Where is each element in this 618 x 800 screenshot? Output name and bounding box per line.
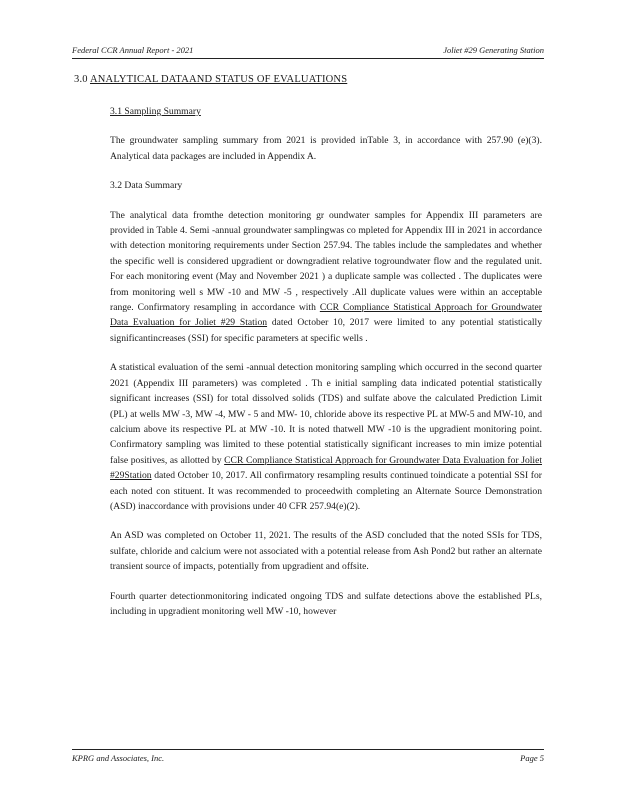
section-title: ANALYTICAL DATAAND STATUS OF EVALUATIONS — [89, 74, 348, 85]
paragraph-data-summary: The analytical data fromthe detection monitoring gr oundwater samples for Appendix III parameters are provided in Table 4. Semi -annual groundwater samplingwas co mpleted for Appendix III in 2021 in accordance with detection monitoring requirements under Section 257.94. The tables include the sampledates and whether the specific well is considered upgradient or downgradient relative togroundwater flow and the regulated unit. For each monitoring event (May and November 2021 ) a duplicate sample was collected . The duplicates were from monitoring well s MW -10 and MW -5 , respectively .All duplicate values were within an acceptable range. Confirmatory resampling in accordance with CCR Compliance Statistical Approach for Groundwater Data Evaluation for Joliet #29 Station dated October 10, 2017 were limited to any potential statistically significantincreases (SSI) for specific parameters at specific wells . — [110, 209, 542, 344]
paragraph-fourth-quarter: Fourth quarter detectionmonitoring indicated ongoing TDS and sulfate detections above the established PLs, including in upgradient monitoring well MW -10, however — [110, 590, 542, 617]
page-number: Page 5 — [520, 753, 544, 763]
body-content — [110, 104, 542, 633]
page-header — [72, 45, 544, 59]
section-heading — [74, 74, 347, 85]
page-footer — [72, 749, 544, 763]
doc-reference-link-2: CCR Compliance Statistical Approach for Groundwater Data Evaluation for Joliet #29Station — [110, 454, 542, 482]
header-station-name: Joliet #29 Generating Station — [443, 45, 544, 55]
footer-company: KPRG and Associates, Inc. — [72, 753, 165, 763]
subsection-heading-3-2: 3.2 Data Summary — [110, 180, 183, 192]
subsection-heading-3-1: 3.1 Sampling Summary — [110, 106, 201, 117]
header-report-title: Federal CCR Annual Report - 2021 — [72, 45, 194, 55]
doc-reference-link: CCR Compliance Statistical Approach for Groundwater Data Evaluation for Joliet #29 Station — [110, 302, 542, 329]
paragraph-sampling-summary: The groundwater sampling summary from 2021 is provided inTable 3, in accordance with 257.90 (e)(3). Analytical data packages are included in Appendix A. — [110, 135, 542, 162]
paragraph-statistical-evaluation: A statistical evaluation of the semi -annual detection monitoring sampling which occurred in the second quarter 2021 (Appendix III parameters) was completed . Th e initial sampling data indicated potential statistically significant increases (SSI) for total dissolved solids (TDS) and sulfate above the calculated Prediction Limit (PL) at wells MW -3, MW -4, MW - 5 and MW- 10, chloride above its respective PL at MW-5 and MW-10, and calcium above its respective PL at MW -10. It is noted thatwell MW -10 is the upgradient monitoring point. Confirmatory sampling was limited to these potential statistically significant increases to min imize potential false positives, as allotted by CCR Compliance Statistical Approach for Groundwater Data Evaluation for Joliet #29Station dated October 10, 2017. All confirmatory resampling results continued toindicate a potential SSI for each noted con stituent. It was recommended to proceedwith completing an Alternate Source Demonstration (ASD) inaccordance with provisions under 40 CFR 257.94(e)(2). — [110, 362, 542, 512]
section-number: 3.0 — [74, 74, 88, 85]
paragraph-asd-results: An ASD was completed on October 11, 2021. The results of the ASD concluded that the noted SSIs for TDS, sulfate, chloride and calcium were not associated with a potential release from Ash Pond2 but rather an alternate transient source of impacts, potentially from upgradient and offsite. — [110, 530, 542, 573]
